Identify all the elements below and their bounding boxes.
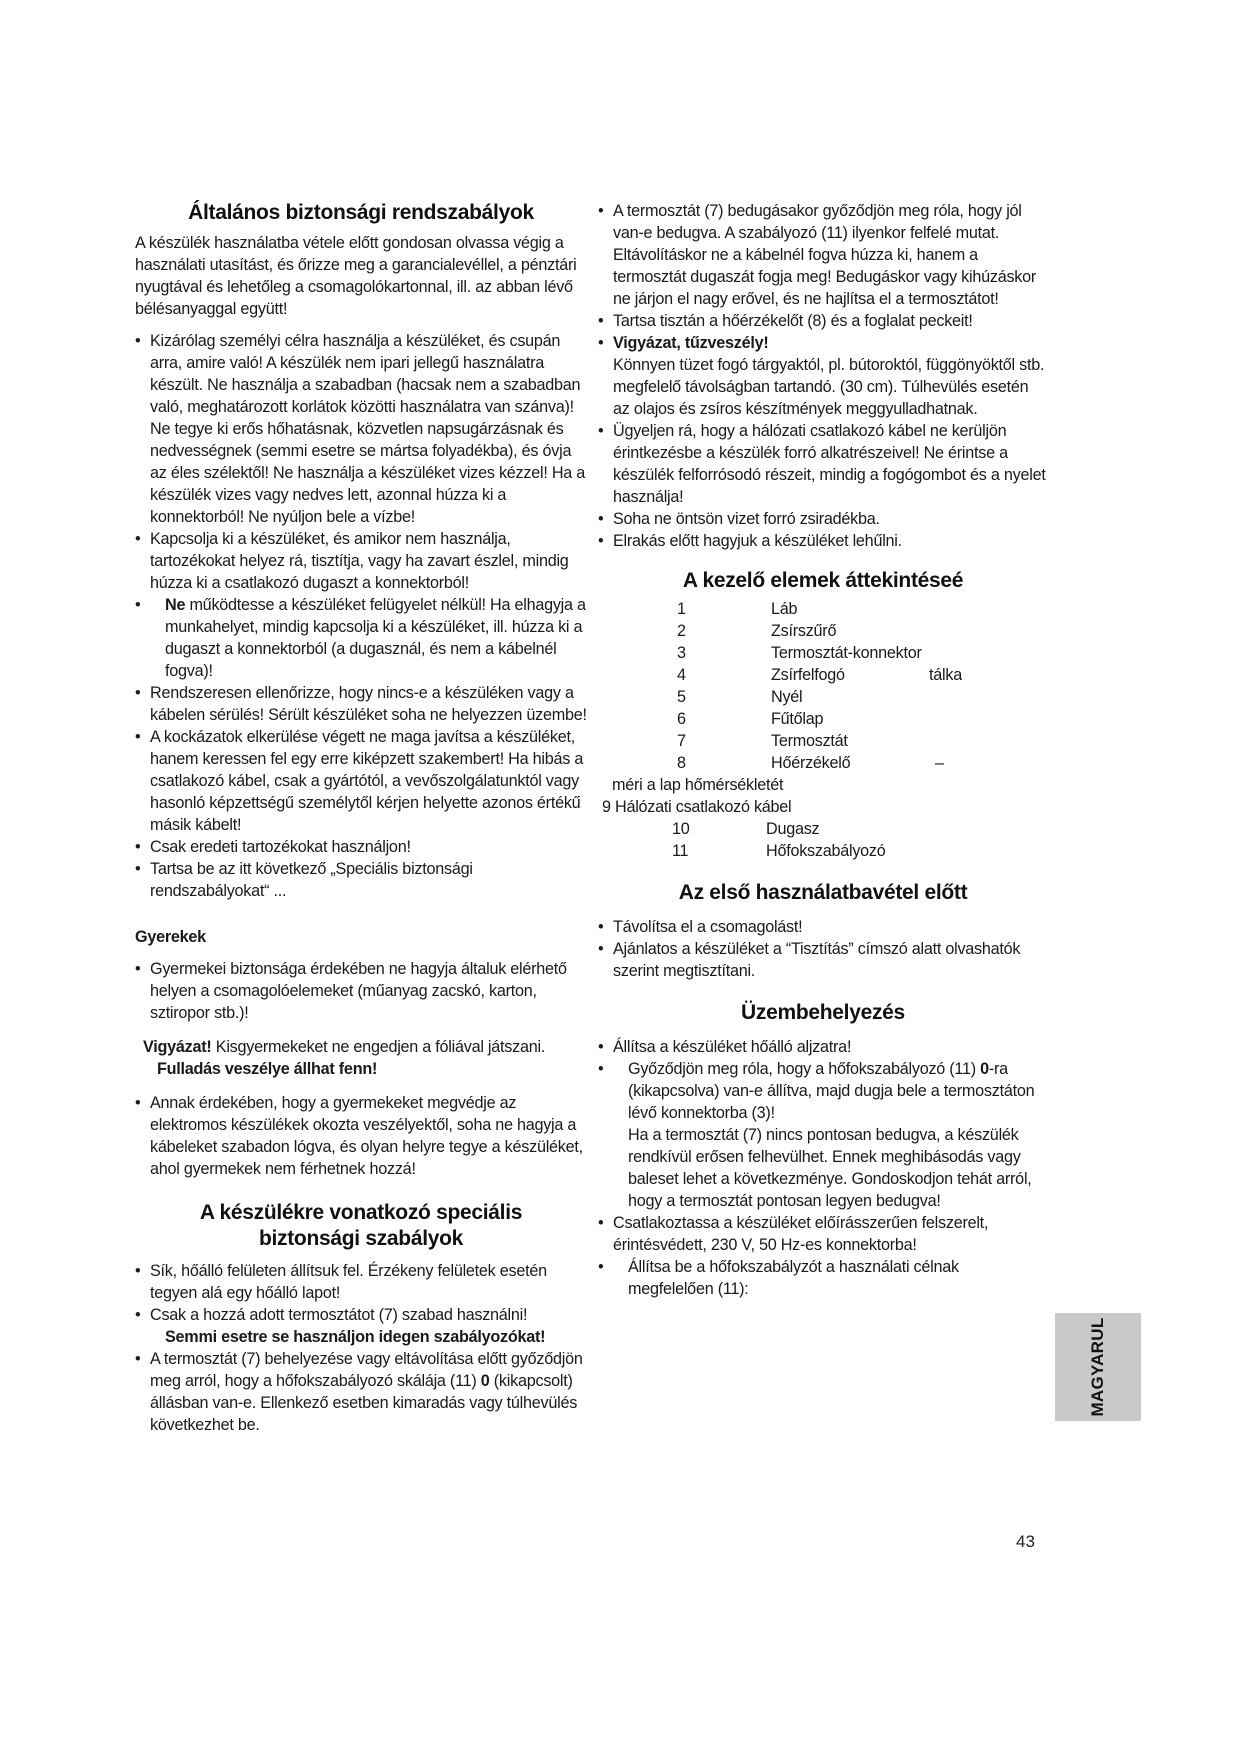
general-intro: A készülék használatba vétele előtt gondosan olvassa végig a használati utasítást, és őrizze meg a garancialevéllel, a pénztári nyugtával és lehetőleg a csomagolókartonnal, ill. az abban lévő bélésanyaggal együtt! xyxy=(135,234,577,318)
general-safety-title: Általános biztonsági rendszabályok xyxy=(188,201,534,224)
list-item: • Sík, hőálló felületen állítsuk fel. Érzékeny felületek esetén tegyen alá egy hőálló lapot! xyxy=(135,1260,587,1304)
list-item: • Kizárólag személyi célra használja a készüléket, és csupán arra, amire való! A készülék nem ipari jellegű használatra készült. Ne használja a szabadban (hacsak nem a szabadban való, meghatározott korlátok közötti használatra van szánva)! Ne tegye ki erős hőhatásnak, közvetlen napsugárzásnak és nedvességnek (semmi esetre se mártsa folyadékba), és óvja az éles szélektől! Ne használja a készüléket vizes kézzel! Ha a készülék vizes vagy nedves lett, azonnal húzza ki a konnektorból! Ne nyúljon bele a vízbe! xyxy=(135,330,587,528)
general-safety-list xyxy=(135,330,587,902)
control-item xyxy=(598,840,1048,862)
special-safety-title xyxy=(135,1200,587,1252)
list-item: • A termosztát (7) bedugásakor győződjön meg róla, hogy jól van-e bedugva. A szabályozó (11) ilyenkor felfelé mutat. Eltávolításkor ne a kábelnél fogva húzza ki, hanem a termosztát dugaszát fogja meg! Bedugáskor vagy kihúzáskor ne járjon el nagy erővel, és ne hajlítsa el a termosztátot! xyxy=(598,200,1048,310)
control-label: 9 Hálózati csatlakozó kábel xyxy=(602,798,792,816)
special-b3-text: A termosztát (7) behelyezése vagy eltávolítása előtt győződjön meg arról, hogy a hőfokszabályozó skálája (11) xyxy=(150,1350,583,1390)
list-item xyxy=(598,332,1048,420)
children-heading: Gyerekek xyxy=(135,928,206,946)
list-item: • Annak érdekében, hogy a gyermekeket megvédje az elektromos készülékek okozta veszélyektől, soha ne hagyja a kábeleket szabadon lógva, és olyan helyre tegye a készüléket, ahol gyermekek nem férhetnek hozzá! xyxy=(135,1092,587,1180)
start-b2-rest: -ra (kikapcsolva) van-e állítva, majd dugja bele a termosztáton lévő konnektorba (3)! xyxy=(628,1060,1035,1122)
first-use-title: Az első használatbavétel előtt xyxy=(678,881,968,904)
control-label: Hőfokszabályozó xyxy=(766,842,886,860)
special-title-line1: A készülékre vonatkozó speciális xyxy=(199,1201,523,1224)
control-item xyxy=(598,818,1048,840)
list-item xyxy=(135,1304,587,1348)
control-number: 7 xyxy=(677,732,686,750)
special-b2-bold: Semmi esetre se használjon idegen szabályozókat! xyxy=(165,1328,546,1346)
control-label: Hőérzékelő xyxy=(771,754,851,772)
control-label: Termosztát xyxy=(771,732,848,750)
control-number: 1 xyxy=(677,600,686,618)
special-b2-text: Csak a hozzá adott termosztátot (7) szabad használni! xyxy=(150,1306,528,1324)
special-b3-rest: (kikapcsolt) állásban van-e. Ellenkező esetben kimaradás vagy túlhevülés következhet be. xyxy=(150,1372,578,1434)
list-item: • Távolítsa el a csomagolást! xyxy=(598,916,1048,938)
list-item: • Soha ne öntsön vizet forró zsiradékba. xyxy=(598,508,1048,530)
start-b2-text: Győződjön meg róla, hogy a hőfokszabályozó (11) xyxy=(628,1060,981,1078)
control-label: Láb xyxy=(771,600,798,618)
list-item: • Ügyeljen rá, hogy a hálózati csatlakozó kábel ne kerüljön érintkezésbe a készülék forró alkatrészeivel! Ne érintse a készülék felforrósodó részeit, mindig a fogógombot és a nyelet használja! xyxy=(598,420,1048,508)
list-item: • Ajánlatos a készüléket a “Tisztítás” címszó alatt olvashatók szerint megtisztítani. xyxy=(598,938,1048,982)
control-number: 6 xyxy=(677,710,686,728)
control-item xyxy=(598,664,1048,686)
control-item xyxy=(598,686,1048,708)
fire-warning-label: Vigyázat, tűzveszély! xyxy=(613,334,769,352)
control-item xyxy=(598,598,1048,620)
control-label: Zsírfelfogó xyxy=(771,666,845,684)
startup-title: Üzembehelyezés xyxy=(741,1001,905,1024)
control-number: 4 xyxy=(677,666,686,684)
list-item: • Tartsa tisztán a hőérzékelőt (8) és a foglalat peckeit! xyxy=(598,310,1048,332)
control-item xyxy=(598,752,1048,774)
control-label: Fűtőlap xyxy=(771,710,824,728)
start-b2-note: Ha a termosztát (7) nincs pontosan bedugva, a készülék rendkívül erősen felhevülhet. Ennek meghibásodás vagy baleset lehet a következménye. Gondoskodjon tehát arról, hogy a termosztát pontosan legyen bedugva! xyxy=(628,1126,1032,1210)
list-item: • Rendszeresen ellenőrizze, hogy nincs-e a készüléken vagy a kábelen sérülés! Sérült készüléket soha ne helyezzen üzembe! xyxy=(135,682,587,726)
control-item xyxy=(598,708,1048,730)
zero-symbol: 0 xyxy=(980,1060,989,1078)
control-number: 11 xyxy=(672,842,689,860)
controls-title: A kezelő elemek áttekintéseé xyxy=(682,569,964,592)
warning-label: Vigyázat! xyxy=(143,1038,212,1056)
left-column xyxy=(135,200,587,1436)
zero-symbol: 0 xyxy=(480,1372,490,1390)
language-tab xyxy=(1055,1313,1141,1421)
control-item xyxy=(598,730,1048,752)
startup-list xyxy=(598,1036,1048,1300)
list-item: • Tartsa be az itt következő „Speciális biztonsági rendszabályokat“ ... xyxy=(135,858,587,902)
list-item: • Csak eredeti tartozékokat használjon! xyxy=(135,836,587,858)
control-item xyxy=(598,620,1048,642)
control-label: méri a lap hőmérsékletét xyxy=(612,776,784,794)
list-item: • Gyermekei biztonsága érdekében ne hagyja általuk elérhető helyen a csomagolóelemeket (műanyag zacskó, karton, sztiropor stb.)! xyxy=(135,958,587,1024)
control-number: 10 xyxy=(672,820,690,838)
list-item: • Állítsa a készüléket hőálló aljzatra! xyxy=(598,1036,1048,1058)
list-item xyxy=(135,594,587,682)
control-label: Zsírszűrő xyxy=(771,622,837,640)
controls-list xyxy=(598,598,1048,862)
control-label: Nyél xyxy=(771,688,803,706)
control-item xyxy=(598,796,1048,818)
control-item xyxy=(598,642,1048,664)
control-number: 8 xyxy=(677,754,686,772)
control-label: Dugasz xyxy=(766,820,820,838)
control-item-cont xyxy=(598,774,1048,796)
control-extra: tálka xyxy=(929,666,962,684)
special-title-line2: biztonsági szabályok xyxy=(258,1227,464,1250)
list-item: • Elrakás előtt hagyjuk a készüléket lehűlni. xyxy=(598,530,1048,552)
children-warning xyxy=(135,1036,587,1058)
list-item: • A kockázatok elkerülése végett ne maga javítsa a készüléket, hanem keressen fel egy erre kiképzett szakembert! Ha hibás a csatlakozó kábel, csak a gyártótól, a vevőszolgálatunktól vagy hasonló képzettségű személytől kérjen helyette azonos értékű másik kábelt! xyxy=(135,726,587,836)
list-item xyxy=(598,1058,1048,1212)
list-item: • Kapcsolja ki a készüléket, és amikor nem használja, tartozékokat helyez rá, tisztítja, vagy ha zavart észlel, mindig húzza ki a csatlakozó dugaszt a konnektorból! xyxy=(135,528,587,594)
control-number: 3 xyxy=(677,644,686,662)
control-number: 2 xyxy=(677,622,686,640)
language-label: MAGYARUL xyxy=(1088,1317,1107,1417)
list-item: • Csatlakoztassa a készüléket előírásszerűen felszerelt, érintésvédett, 230 V, 50 Hz-es konnektorba! xyxy=(598,1212,1048,1256)
children-list-2 xyxy=(135,1092,587,1180)
warning-text: Kisgyermekeket ne engedjen a fóliával játszani. xyxy=(211,1038,546,1056)
special-safety-list xyxy=(135,1260,587,1436)
list-item xyxy=(135,1348,587,1436)
right-column xyxy=(598,200,1048,1300)
ne-rest: működtesse a készüléket felügyelet nélkül! Ha elhagyja a munkahelyet, mindig kapcsolja ki a készüléket, ill. húzza ki a dugaszt a konnektorból (a dugasznál, és nem a kábelnél fogva)! xyxy=(165,596,586,680)
ne-bold: Ne xyxy=(165,596,186,614)
control-number: 5 xyxy=(677,688,686,706)
list-item: • Állítsa be a hőfokszabályzót a használati célnak megfelelően (11): xyxy=(598,1256,1048,1300)
safety-list-cont xyxy=(598,200,1048,552)
warning-line2: Fulladás veszélye állhat fenn! xyxy=(157,1060,378,1078)
first-use-list xyxy=(598,916,1048,982)
children-list xyxy=(135,958,587,1024)
page-number: 43 xyxy=(1016,1532,1035,1551)
control-label: Termosztát-konnektor xyxy=(771,644,922,662)
fire-warning-text: Könnyen tüzet fogó tárgyaktól, pl. bútoroktól, függönyöktől stb. megfelelő távolságban tartandó. (30 cm). Túlhevülés esetén az olajos és zsíros készítmények meggyulladhatnak. xyxy=(613,356,1045,418)
control-extra: – xyxy=(935,754,944,772)
